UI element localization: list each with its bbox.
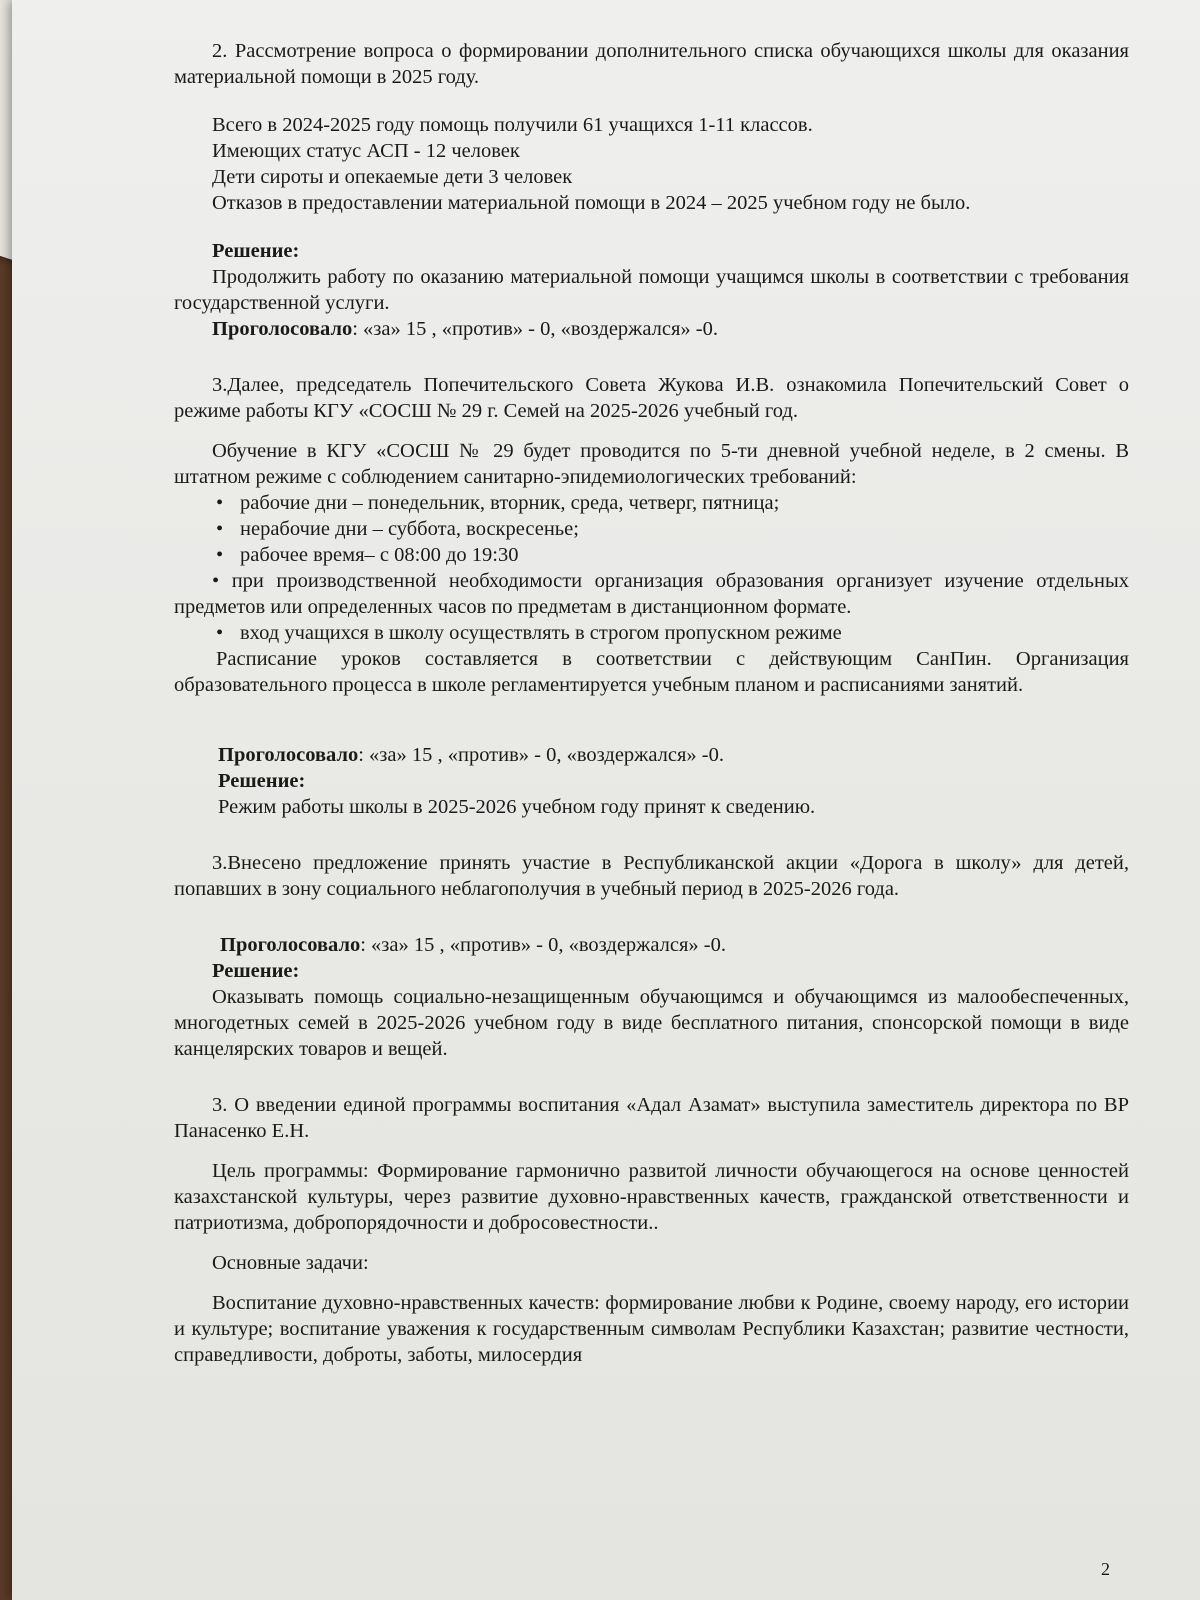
section-3-training: Обучение в КГУ «СОСШ № 29 будет проводится по 5-ти дневной учебной неделе, в 2 смены. В штатном режиме с соблюдением санитарно-эпидемиологических требований: (174, 440, 1129, 488)
section-2-decision: Продолжить работу по оказанию материальной помощи учащимся школы в соответствии с требования государственной услуги. (174, 266, 1129, 314)
stat-line: Дети сироты и опекаемые дети 3 человек (212, 166, 573, 188)
section-3c-goal: Цель программы: Формирование гармонично развитой личности обучающегося на основе ценностей казахстанской культуры, через развитие духовно-нравственных качеств, гражданской ответственности и патриотизма, добропорядочности и добросовестности.. (174, 1160, 1129, 1234)
vote-label: Проголосовало (220, 934, 361, 956)
section-3c-heading: 3. О введении единой программы воспитания «Адал Азамат» выступила заместитель директора по ВР Панасенко Е.Н. (174, 1094, 1129, 1142)
bullet-icon: • (216, 544, 224, 566)
bullet-icon: • (216, 492, 224, 514)
page-number: 2 (1101, 1559, 1110, 1579)
bullet-item: • рабочее время– с 08:00 до 19:30 (216, 544, 519, 566)
decision-label: Решение: (212, 960, 300, 982)
bullet-item: • вход учащихся в школу осуществлять в строгом пропускном режиме (216, 622, 842, 644)
vote-label: Проголосовало (218, 744, 359, 766)
bullet-item: • нерабочие дни – суббота, воскресенье; (216, 518, 579, 540)
entry-bullet-list (174, 620, 1129, 646)
bullet-long-item: • при производственной необходимости организация образования организует изучение отдельных предметов или определенных часов по предметам в дистанционном формате. (174, 570, 1130, 618)
vote-line (218, 742, 1129, 768)
vote-result: : «за» 15 , «против» - 0, «воздержался» -0. (352, 318, 718, 340)
bullet-icon: • (216, 518, 224, 540)
section-3c-tasks-text: Воспитание духовно-нравственных качеств: формирование любви к Родине, своему народу, его истории и культуре; воспитание уважения к государственным символам Республики Казахстан; развитие честности, справедливости, доброты, заботы, милосердия (174, 1292, 1129, 1366)
decision-label: Решение: (218, 770, 306, 792)
bullet-icon: • (216, 622, 224, 644)
decision-label: Решение: (212, 240, 300, 262)
stat-line: Имеющих статус АСП - 12 человек (212, 140, 520, 162)
section-2-heading: 2. Рассмотрение вопроса о формировании дополнительного списка обучающихся школы для оказания материальной помощи в 2025 году. (174, 40, 1129, 88)
document-page (12, 0, 1200, 1600)
bullet-icon: • (212, 570, 220, 592)
section-2-stats (174, 112, 1129, 216)
stat-line: Отказов в предоставлении материальной помощи в 2024 – 2025 учебном году не было. (212, 192, 971, 214)
section-3-decision: Режим работы школы в 2025-2026 учебном году принят к сведению. (218, 796, 816, 818)
vote-label: Проголосовало (212, 318, 353, 340)
section-3b-decision: Оказывать помощь социально-незащищенным обучающимся и обучающимся из малообеспеченных, многодетных семей в 2025-2026 учебном году в виде бесплатного питания, спонсорской помощи в виде канцелярских товаров и вещей. (174, 986, 1129, 1060)
vote-result: : «за» 15 , «против» - 0, «воздержался» -0. (360, 934, 726, 956)
section-3-vote-block (174, 742, 1129, 820)
schedule-bullet-list (174, 490, 1129, 568)
section-3c-tasks-label: Основные задачи: (212, 1252, 369, 1274)
vote-line (174, 316, 1129, 342)
section-3-intro: 3.Далее, председатель Попечительского Совета Жукова И.В. ознакомила Попечительский Совет о режиме работы КГУ «СОСШ № 29 г. Семей на 2025-2026 учебный год. (174, 374, 1129, 422)
section-3b-proposal: 3.Внесено предложение принять участие в Республиканской акции «Дорога в школу» для детей, попавших в зону социального неблагополучия в учебный период в 2025-2026 года. (174, 852, 1129, 900)
bullet-item: • рабочие дни – понедельник, вторник, среда, четверг, пятница; (216, 492, 780, 514)
section-3-schedule: Расписание уроков составляется в соответствии с действующим СанПин. Организация образовательного процесса в школе регламентируется учебным планом и расписаниями занятий. (174, 648, 1129, 696)
document-content (174, 38, 1129, 1368)
vote-line (220, 932, 1129, 958)
section-3b-vote-block (174, 932, 1129, 958)
stat-line: Всего в 2024-2025 году помощь получили 61 учащихся 1-11 классов. (212, 114, 813, 136)
vote-result: : «за» 15 , «против» - 0, «воздержался» -0. (358, 744, 724, 766)
